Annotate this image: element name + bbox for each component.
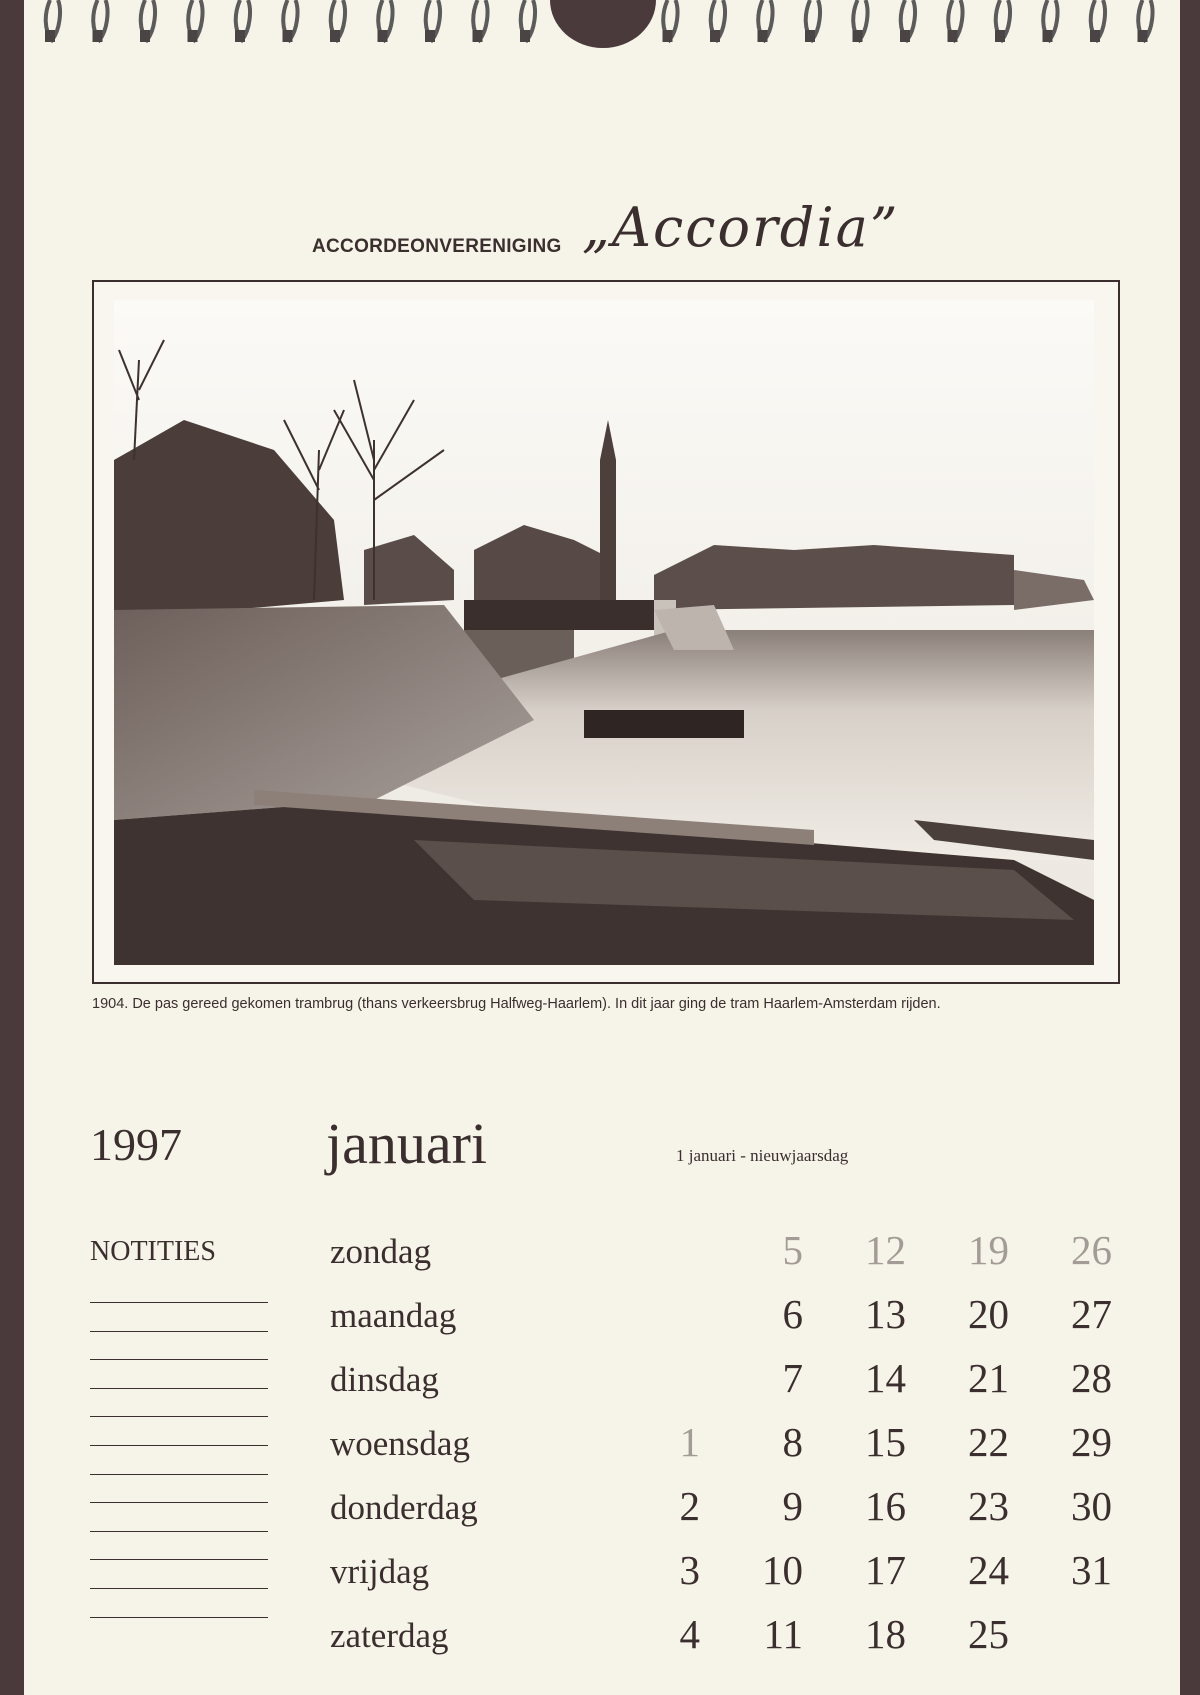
weekday-label: zondag bbox=[330, 1232, 432, 1271]
binding-hole bbox=[995, 30, 1005, 42]
notes-lines bbox=[90, 1302, 268, 1645]
calendar-day: 22 bbox=[968, 1419, 1009, 1465]
calendar-day: 29 bbox=[1071, 1419, 1112, 1465]
binding-hole bbox=[663, 30, 673, 42]
calendar-day: 16 bbox=[865, 1483, 906, 1529]
binding-hole bbox=[283, 30, 293, 42]
calendar-day: 14 bbox=[865, 1355, 906, 1401]
calendar-day: 19 bbox=[968, 1227, 1009, 1273]
calendar-day: 7 bbox=[782, 1355, 803, 1401]
binding-hole bbox=[45, 30, 55, 42]
weekday-label: dinsdag bbox=[330, 1360, 439, 1399]
calendar-day: 27 bbox=[1071, 1291, 1112, 1337]
note-line bbox=[90, 1331, 268, 1332]
historic-photo bbox=[114, 300, 1094, 965]
note-line bbox=[90, 1531, 268, 1532]
note-line bbox=[90, 1588, 268, 1589]
weekday-label: woensdag bbox=[330, 1424, 470, 1463]
binding-hole bbox=[1138, 30, 1148, 42]
weekday-label: vrijdag bbox=[330, 1552, 430, 1591]
calendar-day: 15 bbox=[865, 1419, 906, 1465]
weekday-label: maandag bbox=[330, 1296, 457, 1335]
binding-hole bbox=[425, 30, 435, 42]
binding-hole bbox=[188, 30, 198, 42]
calendar-day: 28 bbox=[1071, 1355, 1112, 1401]
note-line bbox=[90, 1302, 268, 1303]
calendar-day: 10 bbox=[762, 1547, 803, 1593]
weekday-label: zaterdag bbox=[330, 1616, 449, 1655]
calendar-day: 12 bbox=[865, 1227, 906, 1273]
note-line bbox=[90, 1388, 268, 1389]
calendar-day: 2 bbox=[679, 1483, 700, 1529]
binding-hole bbox=[710, 30, 720, 42]
note-line bbox=[90, 1617, 268, 1618]
note-line bbox=[90, 1559, 268, 1560]
association-name: ACCORDEONVERENIGING bbox=[312, 236, 562, 257]
binding-hole bbox=[805, 30, 815, 42]
binding-hole bbox=[1043, 30, 1053, 42]
note-line bbox=[90, 1445, 268, 1446]
calendar-year: 1997 bbox=[90, 1119, 182, 1170]
calendar-day: 3 bbox=[679, 1547, 700, 1593]
calendar-day: 31 bbox=[1071, 1547, 1112, 1593]
calendar-day: 26 bbox=[1071, 1227, 1112, 1273]
calendar-day: 17 bbox=[865, 1547, 906, 1593]
note-line bbox=[90, 1359, 268, 1360]
binding-hole bbox=[473, 30, 483, 42]
calendar-day: 4 bbox=[679, 1611, 700, 1657]
weekday-label: donderdag bbox=[330, 1488, 478, 1527]
accordia-logo: „Accordia” bbox=[582, 196, 900, 259]
calendar-day: 18 bbox=[865, 1611, 906, 1657]
calendar-day: 1 bbox=[679, 1419, 700, 1465]
calendar-day: 8 bbox=[782, 1419, 803, 1465]
calendar-day: 13 bbox=[865, 1291, 906, 1337]
calendar-day: 21 bbox=[968, 1355, 1009, 1401]
calendar-day: 5 bbox=[782, 1227, 803, 1273]
holiday-note: 1 januari - nieuwjaarsdag bbox=[676, 1146, 849, 1165]
binding-hole bbox=[758, 30, 768, 42]
binding-hole bbox=[378, 30, 388, 42]
calendar-day: 24 bbox=[968, 1547, 1009, 1593]
note-line bbox=[90, 1502, 268, 1503]
binding-hole bbox=[853, 30, 863, 42]
binding-hole bbox=[948, 30, 958, 42]
notes-title: NOTITIES bbox=[90, 1236, 216, 1267]
calendar-day: 6 bbox=[782, 1291, 803, 1337]
calendar-day: 30 bbox=[1071, 1483, 1112, 1529]
calendar-day: 11 bbox=[763, 1611, 803, 1657]
binding-hole bbox=[140, 30, 150, 42]
calendar-day: 25 bbox=[968, 1611, 1009, 1657]
binding-hole bbox=[900, 30, 910, 42]
calendar-day: 9 bbox=[782, 1483, 803, 1529]
photo-caption: 1904. De pas gereed gekomen trambrug (thans verkeersbrug Halfweg-Haarlem). In dit jaar ging de tram Haarlem-Amsterdam rijden. bbox=[92, 996, 941, 1012]
binding-hole bbox=[520, 30, 530, 42]
binding-hole bbox=[330, 30, 340, 42]
historic-photo-frame bbox=[92, 280, 1120, 984]
calendar-day: 20 bbox=[968, 1291, 1009, 1337]
binding-hole bbox=[235, 30, 245, 42]
binding-hole bbox=[93, 30, 103, 42]
calendar-month: januari bbox=[326, 1111, 488, 1176]
note-line bbox=[90, 1474, 268, 1475]
calendar-header bbox=[312, 196, 932, 266]
note-line bbox=[90, 1416, 268, 1417]
calendar-day: 23 bbox=[968, 1483, 1009, 1529]
binding-hole bbox=[1090, 30, 1100, 42]
